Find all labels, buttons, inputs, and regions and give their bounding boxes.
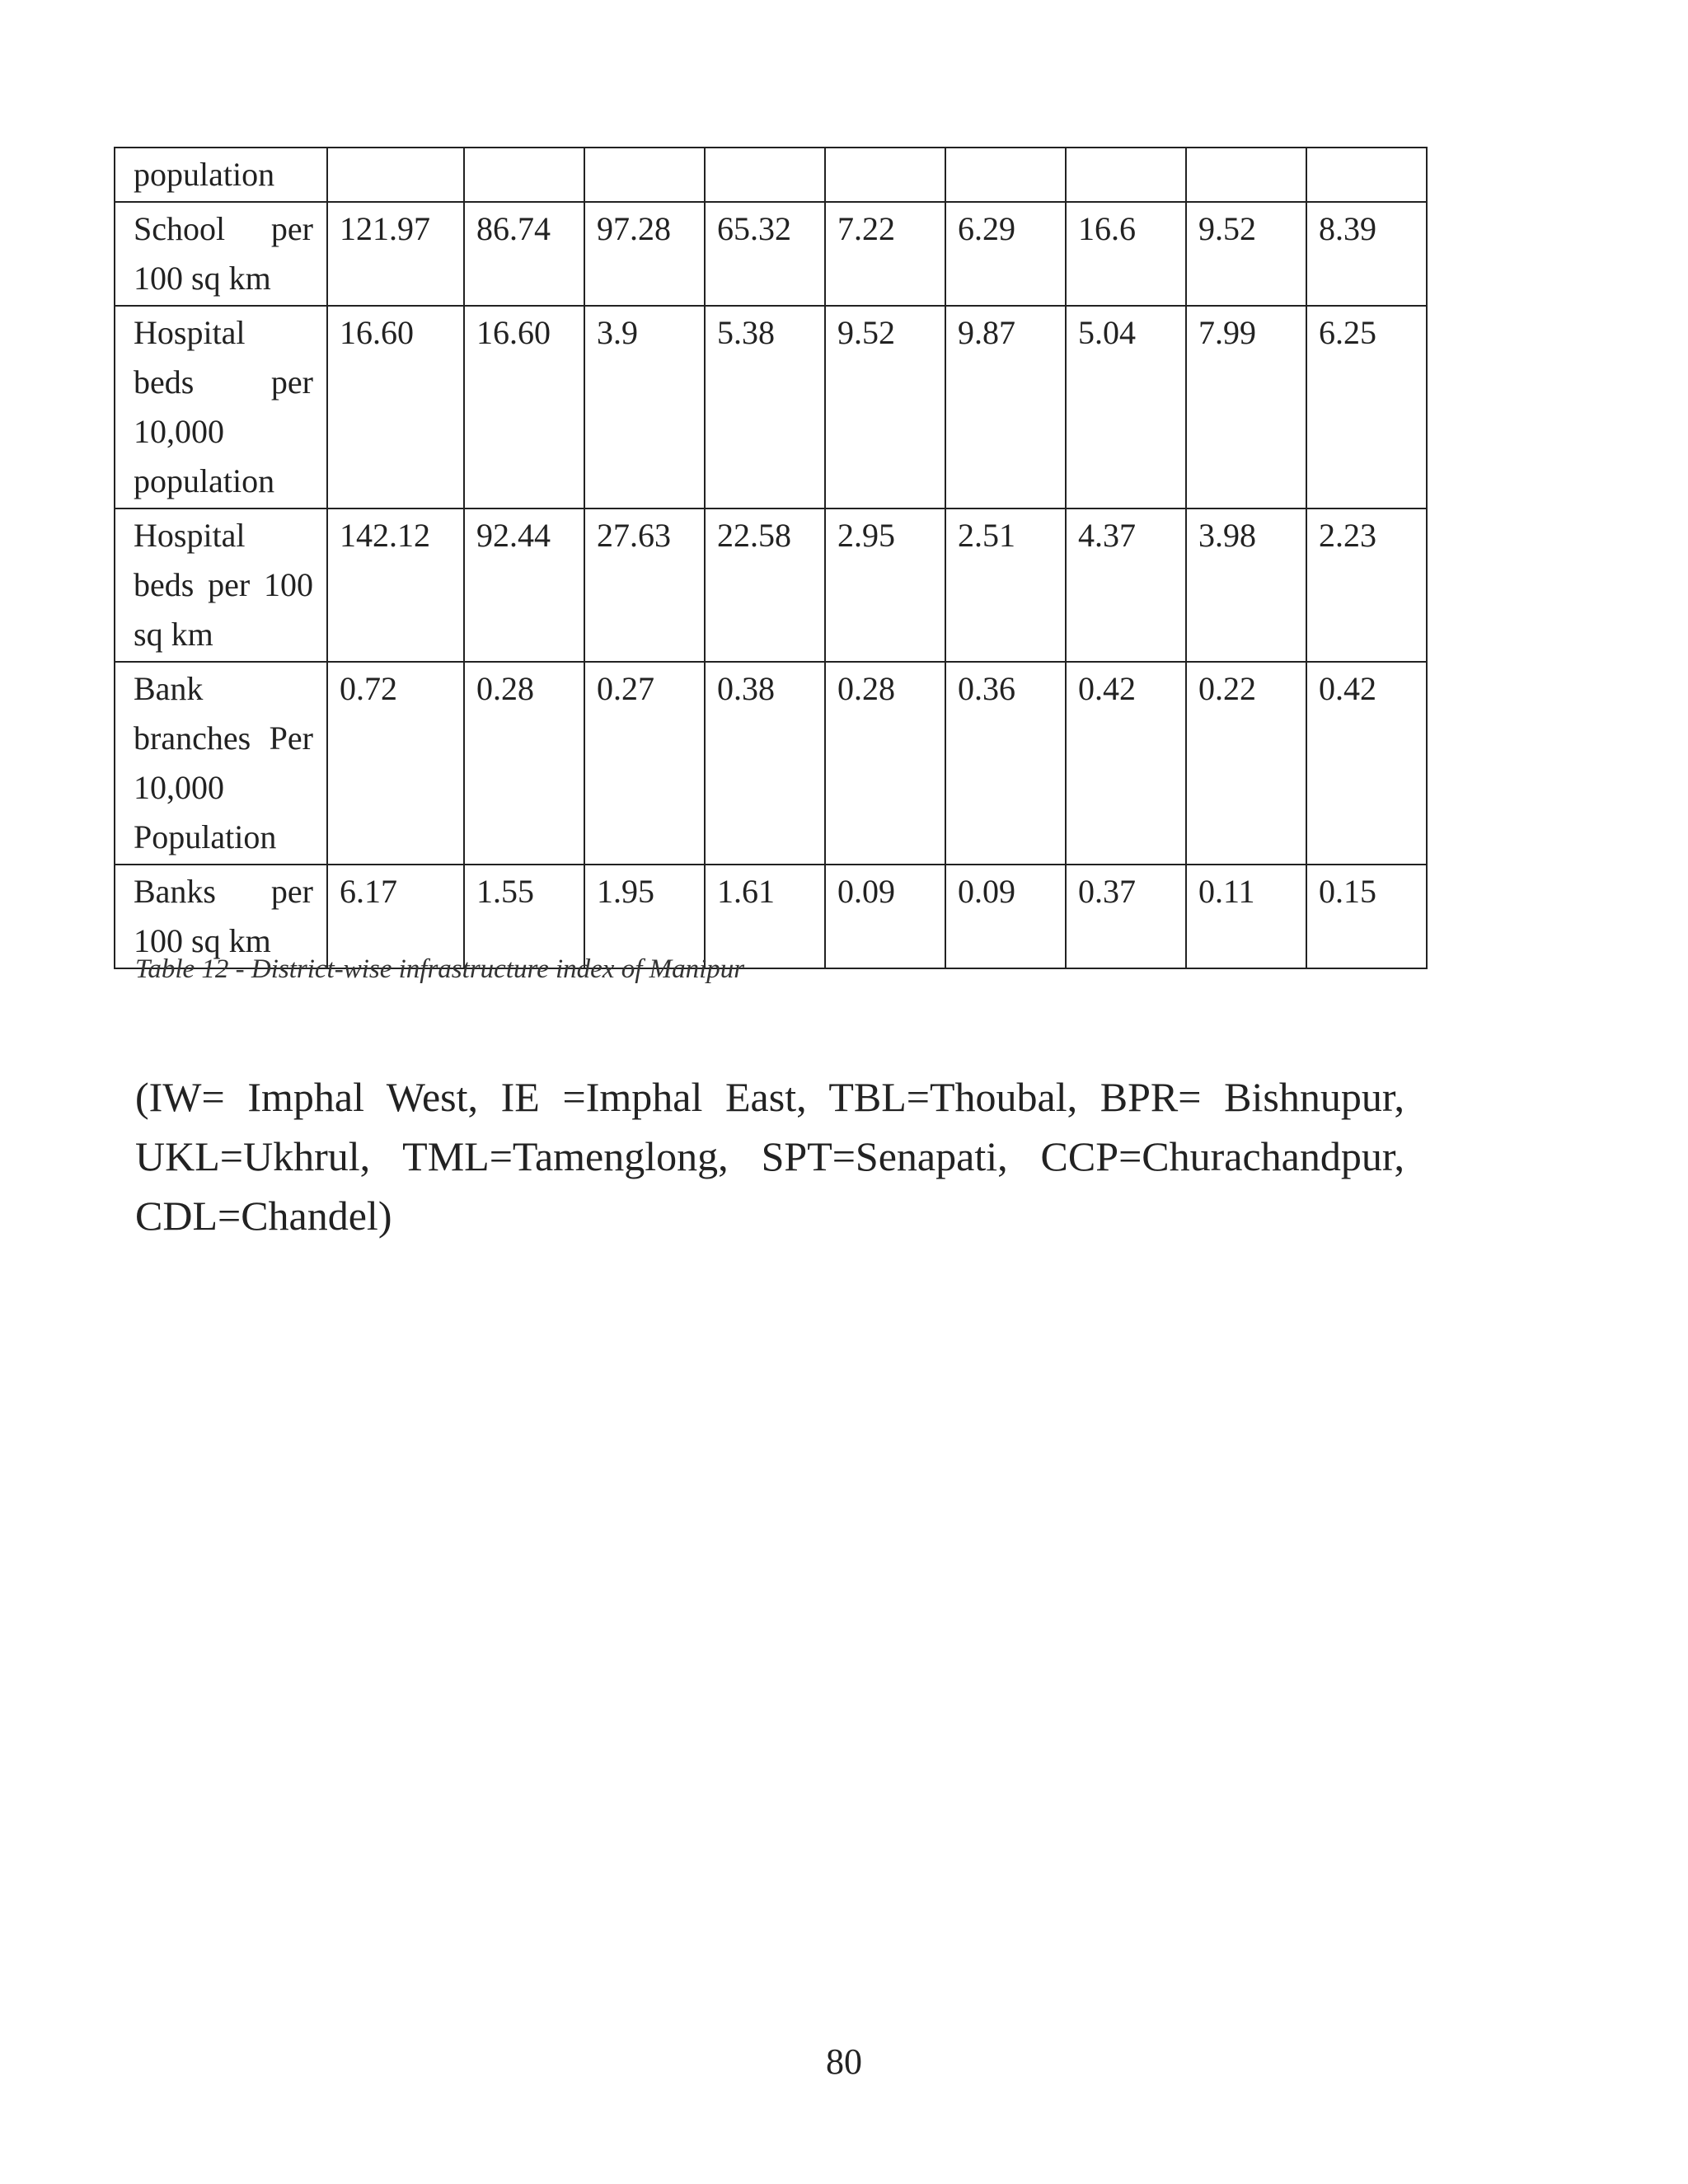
table-cell: 6.25 <box>1306 306 1427 509</box>
table-cell <box>825 148 945 202</box>
table-cell: 3.98 <box>1186 509 1306 662</box>
table-cell: 0.15 <box>1306 865 1427 968</box>
table-cell: 22.58 <box>705 509 825 662</box>
table-row <box>115 148 1427 202</box>
table-cell: 0.38 <box>705 662 825 865</box>
table-cell <box>945 148 1066 202</box>
table-cell: 0.28 <box>464 662 584 865</box>
table-cell: 0.28 <box>825 662 945 865</box>
table-cell: 121.97 <box>327 202 464 306</box>
table-cell: 7.99 <box>1186 306 1306 509</box>
table-row <box>115 202 1427 306</box>
row-label: population <box>115 148 327 202</box>
table-cell: 1.61 <box>705 865 825 968</box>
table-cell: 27.63 <box>584 509 705 662</box>
table-cell <box>1306 148 1427 202</box>
infrastructure-table <box>114 147 1428 969</box>
table-cell: 1.95 <box>584 865 705 968</box>
table-cell: 16.6 <box>1066 202 1186 306</box>
table-cell: 97.28 <box>584 202 705 306</box>
table-cell: 0.36 <box>945 662 1066 865</box>
table-cell: 9.87 <box>945 306 1066 509</box>
row-label: Hospital beds per 100 sq km <box>115 509 327 662</box>
table-cell: 4.37 <box>1066 509 1186 662</box>
table-cell: 9.52 <box>825 306 945 509</box>
table-cell: 2.51 <box>945 509 1066 662</box>
table-cell: 92.44 <box>464 509 584 662</box>
table-cell: 6.29 <box>945 202 1066 306</box>
row-label: Hospital beds per 10,000 population <box>115 306 327 509</box>
table-cell: 5.04 <box>1066 306 1186 509</box>
table-cell <box>1186 148 1306 202</box>
table-cell: 9.52 <box>1186 202 1306 306</box>
table-cell: 16.60 <box>464 306 584 509</box>
table-cell: 0.27 <box>584 662 705 865</box>
table-cell <box>464 148 584 202</box>
table-cell: 0.09 <box>825 865 945 968</box>
table-cell: 0.37 <box>1066 865 1186 968</box>
table-cell: 0.42 <box>1306 662 1427 865</box>
table-cell: 86.74 <box>464 202 584 306</box>
table-cell: 2.23 <box>1306 509 1427 662</box>
table-row <box>115 865 1427 968</box>
table-cell: 6.17 <box>327 865 464 968</box>
table-cell: 3.9 <box>584 306 705 509</box>
table-cell: 0.22 <box>1186 662 1306 865</box>
abbreviations-note: (IW= Imphal West, IE =Imphal East, TBL=Thoubal, BPR= Bishnupur, UKL=Ukhrul, TML=Tamenglong, SPT=Senapati, CCP=Churachandpur, CDL=Chandel) <box>135 1074 1404 1239</box>
table-cell <box>705 148 825 202</box>
table-cell <box>327 148 464 202</box>
table-row <box>115 662 1427 865</box>
table-cell: 0.11 <box>1186 865 1306 968</box>
table-cell <box>1066 148 1186 202</box>
table-cell: 8.39 <box>1306 202 1427 306</box>
page-number: 80 <box>826 2041 862 2082</box>
table-cell: 0.09 <box>945 865 1066 968</box>
table-cell: 65.32 <box>705 202 825 306</box>
table-row <box>115 306 1427 509</box>
table-cell: 16.60 <box>327 306 464 509</box>
row-label: School per 100 sq km <box>115 202 327 306</box>
table-cell <box>584 148 705 202</box>
table-cell: 2.95 <box>825 509 945 662</box>
table-cell: 0.42 <box>1066 662 1186 865</box>
table-caption: Table 12 - District-wise infrastructure index of Manipur <box>135 954 745 984</box>
table-cell: 1.55 <box>464 865 584 968</box>
row-label: Banks per 100 sq km <box>115 865 327 968</box>
row-label: Bank branches Per 10,000 Population <box>115 662 327 865</box>
table-row <box>115 509 1427 662</box>
table-cell: 7.22 <box>825 202 945 306</box>
table-cell: 5.38 <box>705 306 825 509</box>
table-cell: 0.72 <box>327 662 464 865</box>
table-cell: 142.12 <box>327 509 464 662</box>
